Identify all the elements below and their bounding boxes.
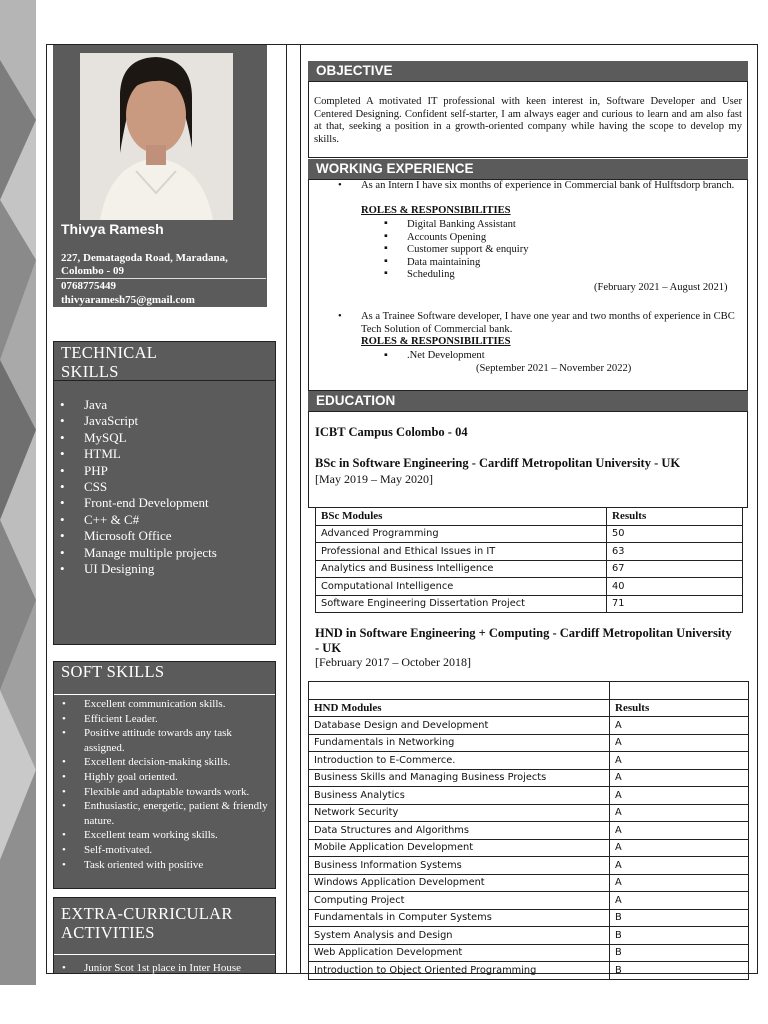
table-row xyxy=(309,717,749,735)
bullet: • xyxy=(338,311,342,322)
skill-item: • PHP xyxy=(84,463,217,479)
module-result: A xyxy=(610,874,749,892)
extra-curricular-list xyxy=(84,961,269,976)
table-row xyxy=(309,769,749,787)
module-name: Mobile Application Development xyxy=(309,839,610,857)
address: 227, Dematagoda Road, Maradana, Colombo - 09 xyxy=(61,252,228,277)
table-header-row xyxy=(309,699,749,717)
job-period: (February 2021 – August 2021) xyxy=(594,282,728,293)
skill-item: • Front-end Development xyxy=(84,495,217,511)
institute-name: ICBT Campus Colombo - 04 xyxy=(315,425,468,439)
module-name: Introduction to Object Oriented Programming xyxy=(309,962,610,980)
module-name: Computing Project xyxy=(309,892,610,910)
soft-skill-item: • Excellent team working skills. xyxy=(84,828,269,843)
module-result: A xyxy=(610,892,749,910)
role-item: Customer support & enquiry xyxy=(407,244,529,255)
module-result: B xyxy=(610,909,749,927)
module-result: A xyxy=(610,839,749,857)
table-header-row xyxy=(316,508,743,526)
module-result: 71 xyxy=(607,595,743,613)
phone-number: 0768775449 xyxy=(61,280,116,292)
table-row xyxy=(309,804,749,822)
module-result: A xyxy=(610,857,749,875)
soft-skill-item: • Highly goal oriented. xyxy=(84,770,269,785)
skill-item: • Microsoft Office xyxy=(84,528,217,544)
module-result: A xyxy=(610,822,749,840)
skill-item: • UI Designing xyxy=(84,561,217,577)
table-row xyxy=(309,927,749,945)
table-spacer-row xyxy=(309,682,749,700)
module-result: 40 xyxy=(607,578,743,596)
job-period: (September 2021 – November 2022) xyxy=(476,363,632,374)
module-name: Data Structures and Algorithms xyxy=(309,822,610,840)
table-row xyxy=(309,892,749,910)
hnd-title: HND in Software Engineering + Computing - Cardiff Metropolitan University - UK xyxy=(315,626,732,655)
module-name: Fundamentals in Computer Systems xyxy=(309,909,610,927)
soft-skill-item: • Self-motivated. xyxy=(84,843,269,858)
table-row xyxy=(316,560,743,578)
soft-skill-item: • Task oriented with positive xyxy=(84,858,269,873)
soft-skills-list xyxy=(84,697,269,872)
profile-photo xyxy=(80,53,233,220)
skill-item: • Manage multiple projects xyxy=(84,545,217,561)
objective-heading: OBJECTIVE xyxy=(308,61,748,81)
table-header: BSc Modules xyxy=(316,508,607,526)
bsc-title: BSc in Software Engineering - Cardiff Metropolitan University - UK xyxy=(315,456,681,470)
table-row xyxy=(309,787,749,805)
module-name: Software Engineering Dissertation Project xyxy=(316,595,607,613)
module-name: System Analysis and Design xyxy=(309,927,610,945)
background-pattern xyxy=(0,0,36,985)
role-item: Accounts Opening xyxy=(407,232,487,243)
module-name: Network Security xyxy=(309,804,610,822)
module-name: Computational Intelligence xyxy=(316,578,607,596)
module-result: 50 xyxy=(607,525,743,543)
table-header: Results xyxy=(607,508,743,526)
module-name: Business Analytics xyxy=(309,787,610,805)
soft-skill-item: • Efficient Leader. xyxy=(84,712,269,727)
roles-bullets: ▪ ▪ ▪ ▪ ▪ xyxy=(384,218,388,280)
table-row xyxy=(309,962,749,980)
module-result: A xyxy=(610,787,749,805)
module-result: 67 xyxy=(607,560,743,578)
hnd-period: [February 2017 – October 2018] xyxy=(315,655,471,669)
job-description: As a Trainee Software developer, I have one year and two months of experience in CBC Tech Solution of Commercial bank. xyxy=(361,311,735,335)
divider xyxy=(56,278,266,279)
soft-skills-heading: SOFT SKILLS xyxy=(61,662,165,681)
skill-item: • MySQL xyxy=(84,430,217,446)
roles-heading: ROLES & RESPONSIBILITIES xyxy=(361,336,511,347)
module-name: Fundamentals in Networking xyxy=(309,734,610,752)
email-address: thivyaramesh75@gmail.com xyxy=(61,294,195,306)
table-row xyxy=(309,822,749,840)
table-row xyxy=(316,595,743,613)
module-name: Database Design and Development xyxy=(309,717,610,735)
module-name: Windows Application Development xyxy=(309,874,610,892)
divider xyxy=(54,694,275,695)
module-name: Web Application Development xyxy=(309,944,610,962)
table-row xyxy=(309,857,749,875)
skill-item: • CSS xyxy=(84,479,217,495)
skill-item: • HTML xyxy=(84,446,217,462)
column-divider xyxy=(300,44,301,974)
table-row xyxy=(316,543,743,561)
divider xyxy=(54,954,275,955)
table-header: HND Modules xyxy=(309,699,610,717)
soft-skill-item: • Enthusiastic, energetic, patient & friendly nature. xyxy=(84,799,269,828)
module-name: Advanced Programming xyxy=(316,525,607,543)
table-row xyxy=(309,839,749,857)
module-result: A xyxy=(610,769,749,787)
table-row xyxy=(316,525,743,543)
module-name: Professional and Ethical Issues in IT xyxy=(316,543,607,561)
education-heading: EDUCATION xyxy=(308,391,748,411)
soft-skill-item: • Excellent communication skills. xyxy=(84,697,269,712)
module-result: 63 xyxy=(607,543,743,561)
role-item: Scheduling xyxy=(407,269,455,280)
experience-heading: WORKING EXPERIENCE xyxy=(308,159,748,179)
module-result: B xyxy=(610,962,749,980)
bullet: • xyxy=(338,180,342,191)
technical-skills-list xyxy=(84,397,217,577)
hnd-modules-table xyxy=(308,681,749,980)
table-row xyxy=(309,874,749,892)
bsc-modules-table xyxy=(315,507,743,613)
role-item: Data maintaining xyxy=(407,257,481,268)
module-name: Analytics and Business Intelligence xyxy=(316,560,607,578)
module-result: B xyxy=(610,944,749,962)
job-description: As an Intern I have six months of experience in Commercial bank of Hulftsdorp branch. xyxy=(361,180,735,191)
role-item: Digital Banking Assistant xyxy=(407,219,516,230)
column-divider xyxy=(286,44,287,974)
skill-item: • Java xyxy=(84,397,217,413)
technical-skills-heading: TECHNICAL SKILLS xyxy=(61,343,157,381)
skill-item: • C++ & C# xyxy=(84,512,217,528)
table-row xyxy=(309,734,749,752)
roles-heading: ROLES & RESPONSIBILITIES xyxy=(361,205,511,216)
roles-bullets: ▪ xyxy=(384,350,388,361)
table-row xyxy=(316,578,743,596)
skill-item: • JavaScript xyxy=(84,413,217,429)
module-result: A xyxy=(610,804,749,822)
soft-skill-item: • Excellent decision-making skills. xyxy=(84,755,269,770)
module-result: A xyxy=(610,752,749,770)
table-row xyxy=(309,909,749,927)
bsc-period: [May 2019 – May 2020] xyxy=(315,472,433,486)
objective-text: Completed A motivated IT professional with keen interest in, Software Developer and User Centered Designing. Confident self-starter, I am always eager and curious to learn and am also fast at that, seeking a position in a growth-oriented company while having the scope to develop my skills. xyxy=(314,96,742,145)
module-name: Introduction to E-Commerce. xyxy=(309,752,610,770)
candidate-name: Thivya Ramesh xyxy=(61,221,164,237)
module-name: Business Skills and Managing Business Projects xyxy=(309,769,610,787)
activity-item: • Junior Scot 1st place in Inter House xyxy=(84,961,269,976)
soft-skill-item: • Flexible and adaptable towards work. xyxy=(84,785,269,800)
module-result: A xyxy=(610,734,749,752)
module-name: Business Information Systems xyxy=(309,857,610,875)
table-row xyxy=(309,752,749,770)
role-item: .Net Development xyxy=(407,350,485,361)
extra-curricular-heading: EXTRA-CURRICULAR ACTIVITIES xyxy=(61,904,233,942)
soft-skill-item: • Positive attitude towards any task assigned. xyxy=(84,726,269,755)
table-row xyxy=(309,944,749,962)
module-result: A xyxy=(610,717,749,735)
module-result: B xyxy=(610,927,749,945)
table-header: Results xyxy=(610,699,749,717)
